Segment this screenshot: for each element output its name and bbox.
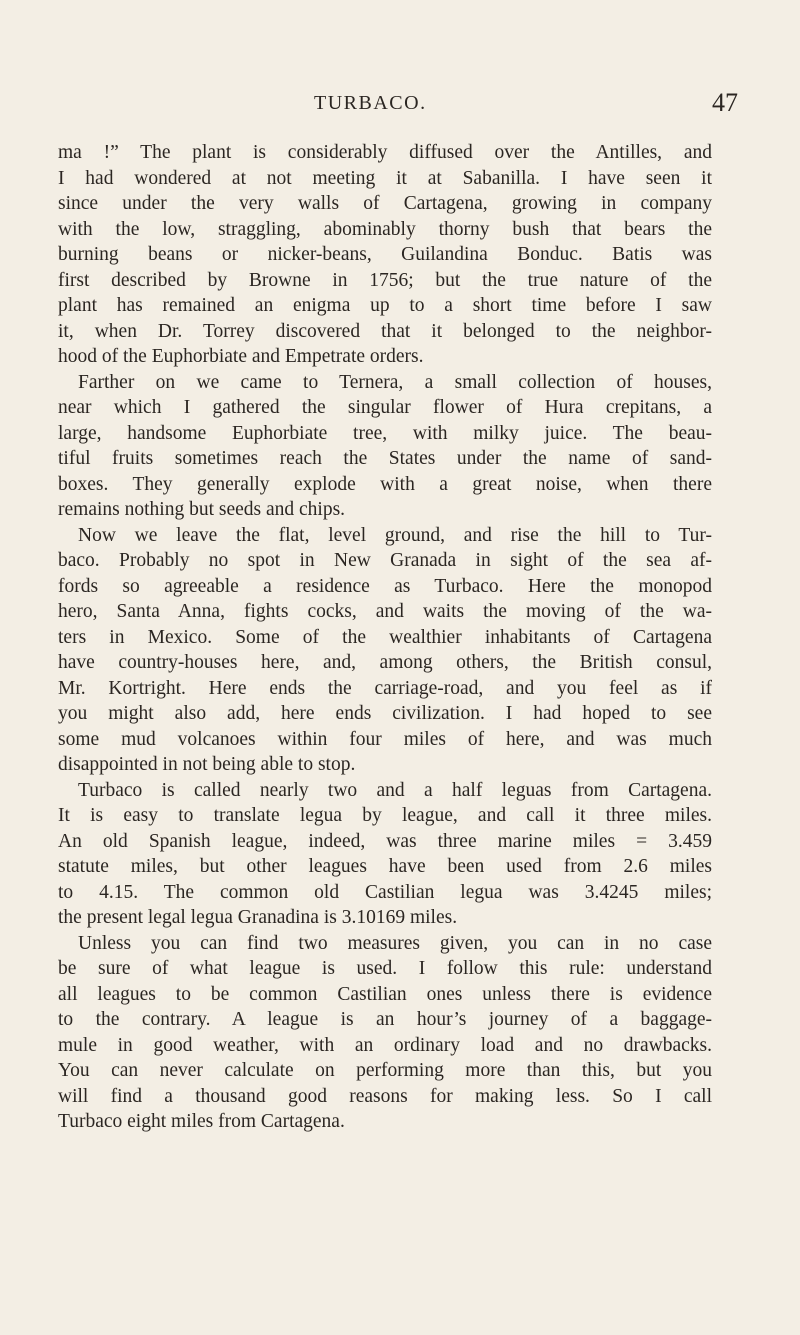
- text-line: the present legal legua Granadina is 3.10169 miles.: [58, 907, 458, 928]
- text-line: will find a thousand good reasons for making less. So I call: [58, 1085, 712, 1107]
- text-line: Turbaco is called nearly two and a half leguas from Cartagena.: [78, 779, 712, 801]
- text-line: tiful fruits sometimes reach the States under the name of sand-: [58, 448, 712, 469]
- text-line: An old Spanish league, indeed, was three marine miles = 3.459: [58, 830, 712, 852]
- text-line: mule in good weather, with an ordinary load and no drawbacks.: [58, 1034, 712, 1056]
- text-line: all leagues to be common Castilian ones unless there is evidence: [58, 983, 712, 1005]
- text-line: boxes. They generally explode with a great noise, when there: [58, 473, 712, 495]
- text-line: with the low, straggling, abominably thorny bush that bears the: [58, 218, 712, 240]
- text-line: large, handsome Euphorbiate tree, with milky juice. The beau-: [58, 422, 712, 444]
- text-line: Unless you can find two measures given, you can in no case: [78, 932, 712, 954]
- text-line: ma !” The plant is considerably diffused over the Antilles, and: [58, 142, 712, 163]
- text-line: remains nothing but seeds and chips.: [58, 499, 346, 520]
- text-line: first described by Browne in 1756; but the true nature of the: [58, 269, 712, 291]
- paragraph: [58, 931, 712, 1135]
- text-line: hero, Santa Anna, fights cocks, and waits the moving of the wa-: [58, 601, 712, 622]
- text-line: to 4.15. The common old Castilian legua was 3.4245 miles;: [58, 881, 712, 903]
- text-line: Mr. Kortright. Here ends the carriage-road, and you feel as if: [58, 677, 712, 699]
- text-line: baco. Probably no spot in New Granada in sight of the sea af-: [58, 550, 712, 571]
- text-line: some mud volcanoes within four miles of here, and was much: [58, 728, 712, 750]
- text-line: plant has remained an enigma up to a short time before I saw: [58, 295, 712, 316]
- text-line: You can never calculate on performing more than this, but you: [58, 1060, 712, 1081]
- paragraph: [58, 523, 712, 778]
- body-text: [58, 140, 712, 1135]
- text-line: Turbaco eight miles from Cartagena.: [58, 1111, 345, 1132]
- text-line: fords so agreeable a residence as Turbaco. Here the monopod: [58, 575, 712, 597]
- paragraph: [58, 778, 712, 931]
- text-line: Now we leave the flat, level ground, and rise the hill to Tur-: [78, 524, 712, 546]
- text-line: be sure of what league is used. I follow this rule: understand: [58, 958, 712, 979]
- text-line: to the contrary. A league is an hour’s journey of a baggage-: [58, 1009, 712, 1030]
- text-line: have country-houses here, and, among others, the British consul,: [58, 652, 712, 673]
- text-line: It is easy to translate legua by league, and call it three miles.: [58, 805, 712, 826]
- text-line: near which I gathered the singular flower of Hura crepitans, a: [58, 397, 712, 418]
- running-title: TURBACO.: [314, 92, 427, 114]
- text-line: you might also add, here ends civilization. I had hoped to see: [58, 703, 712, 724]
- paragraph: [58, 370, 712, 523]
- running-head: [0, 80, 800, 120]
- text-line: burning beans or nicker-beans, Guilandina Bonduc. Batis was: [58, 244, 712, 265]
- text-line: I had wondered at not meeting it at Sabanilla. I have seen it: [58, 167, 712, 189]
- text-line: since under the very walls of Cartagena, growing in company: [58, 193, 712, 214]
- text-line: Farther on we came to Ternera, a small collection of houses,: [78, 371, 712, 393]
- text-line: it, when Dr. Torrey discovered that it belonged to the neighbor-: [58, 320, 712, 342]
- text-line: statute miles, but other leagues have been used from 2.6 miles: [58, 856, 712, 877]
- text-line: disappointed in not being able to stop.: [58, 754, 356, 775]
- page-number: 47: [712, 88, 738, 117]
- paragraph: [58, 140, 712, 370]
- text-line: hood of the Euphorbiate and Empetrate orders.: [58, 346, 424, 367]
- text-line: ters in Mexico. Some of the wealthier inhabitants of Cartagena: [58, 626, 712, 648]
